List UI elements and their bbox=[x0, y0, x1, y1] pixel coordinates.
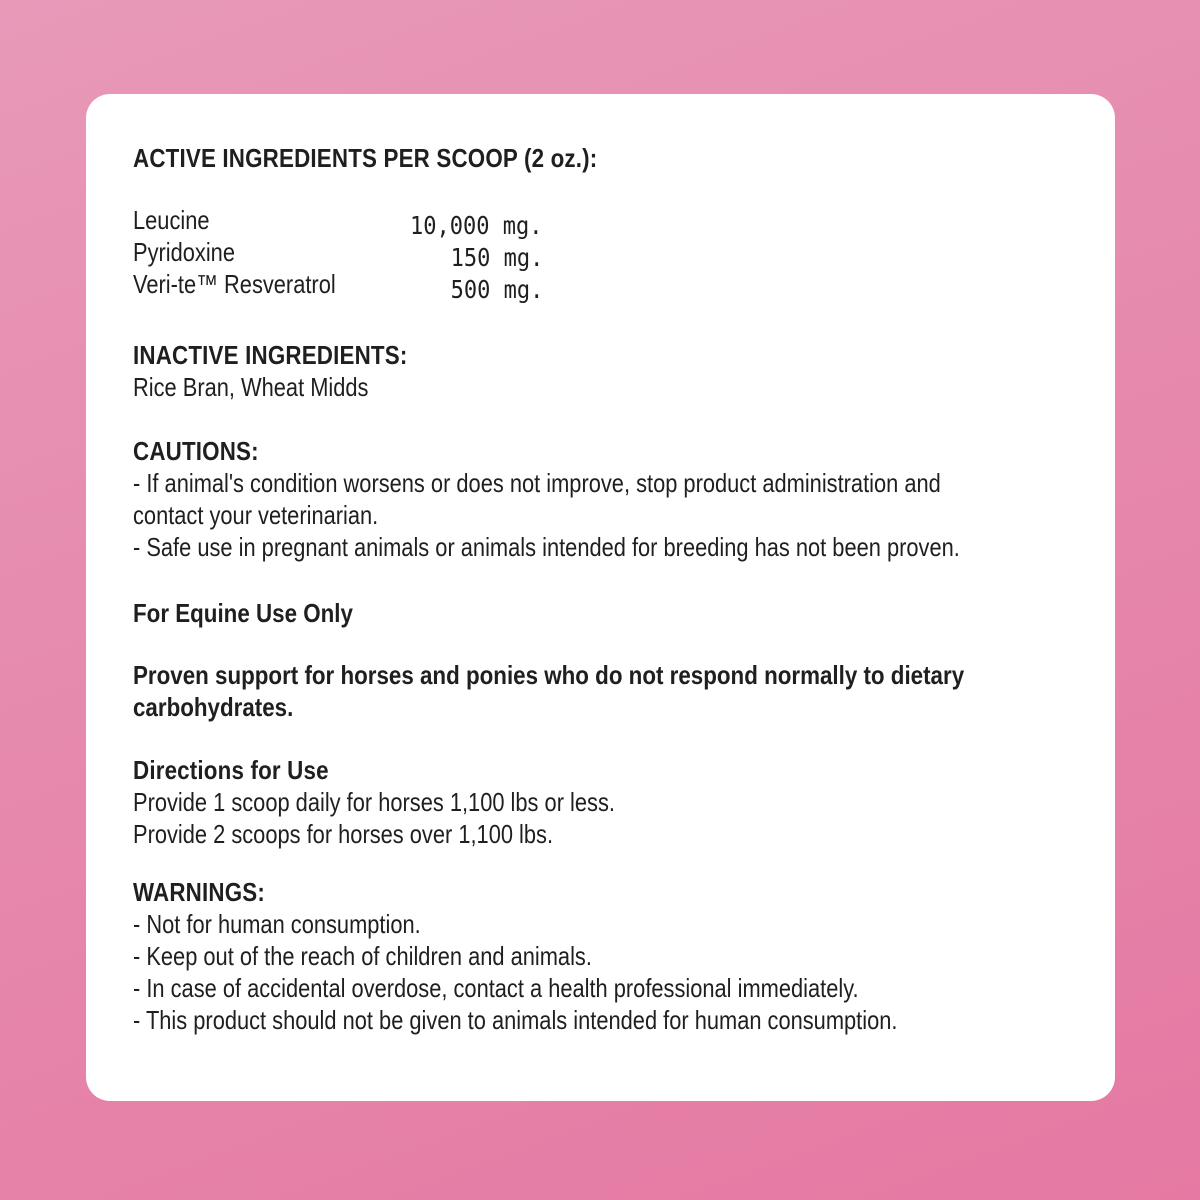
directions-line: Provide 2 scoops for horses over 1,100 lbs. bbox=[133, 819, 554, 849]
ingredient-row bbox=[133, 269, 1063, 304]
active-ingredients-section bbox=[133, 142, 1063, 304]
active-ingredients-heading: ACTIVE INGREDIENTS PER SCOOP (2 oz.): bbox=[133, 143, 598, 173]
ingredient-name: Leucine bbox=[133, 205, 210, 235]
caution-line: contact your veterinarian. bbox=[133, 500, 379, 530]
warning-line: - Not for human consumption. bbox=[133, 909, 421, 939]
warning-line: - Keep out of the reach of children and animals. bbox=[133, 941, 592, 971]
directions-section bbox=[133, 754, 1063, 850]
directions-heading: Directions for Use bbox=[133, 755, 329, 785]
caution-line: - Safe use in pregnant animals or animals intended for breeding has not been proven. bbox=[133, 532, 960, 562]
ingredient-amount: 500 mg. bbox=[450, 275, 543, 304]
label-card bbox=[86, 94, 1115, 1101]
warning-line: - In case of accidental overdose, contact a health professional immediately. bbox=[133, 973, 859, 1003]
ingredient-amount: 10,000 mg. bbox=[410, 211, 543, 240]
ingredient-name: Pyridoxine bbox=[133, 237, 235, 267]
warning-line: - This product should not be given to animals intended for human consumption. bbox=[133, 1005, 898, 1035]
ingredient-row bbox=[133, 205, 1063, 240]
inactive-ingredients-heading: INACTIVE INGREDIENTS: bbox=[133, 340, 408, 370]
ingredient-name: Veri-te™ Resveratrol bbox=[133, 269, 336, 299]
warnings-section bbox=[133, 876, 1063, 1036]
warnings-heading: WARNINGS: bbox=[133, 877, 265, 907]
support-section bbox=[133, 659, 1063, 723]
inactive-ingredients-section bbox=[133, 339, 1063, 403]
support-line: carbohydrates. bbox=[133, 692, 294, 722]
equine-use-section bbox=[133, 597, 1063, 629]
equine-use-text: For Equine Use Only bbox=[133, 598, 353, 628]
ingredient-amount: 150 mg. bbox=[450, 243, 543, 272]
cautions-section bbox=[133, 435, 1063, 563]
support-line: Proven support for horses and ponies who do not respond normally to dietary bbox=[133, 660, 965, 690]
directions-line: Provide 1 scoop daily for horses 1,100 lbs or less. bbox=[133, 787, 615, 817]
inactive-ingredients-text: Rice Bran, Wheat Midds bbox=[133, 372, 369, 402]
caution-line: - If animal's condition worsens or does not improve, stop product administration and bbox=[133, 468, 941, 498]
cautions-heading: CAUTIONS: bbox=[133, 436, 259, 466]
